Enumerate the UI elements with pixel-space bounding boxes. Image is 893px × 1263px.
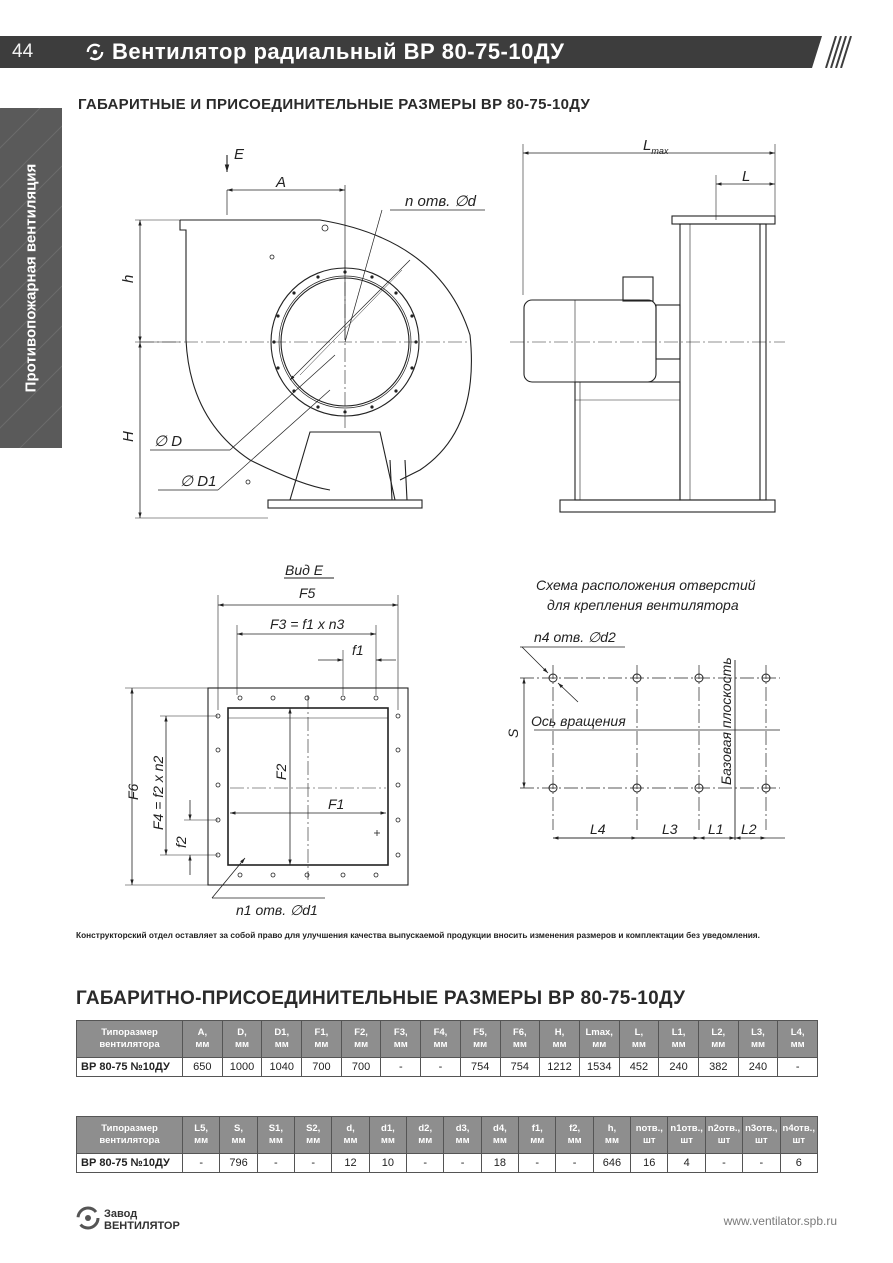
header-cell: [778, 1021, 818, 1058]
header-name: H,: [554, 1027, 565, 1039]
label-scheme-line1: Схема расположения отверстий: [536, 577, 756, 593]
value-cell: 700: [341, 1058, 381, 1077]
header-name: S1,: [268, 1123, 283, 1135]
fan-logo-icon: [86, 43, 104, 61]
header-cell: [780, 1117, 818, 1154]
header-name: h,: [607, 1123, 617, 1135]
header-unit: мм: [274, 1039, 289, 1050]
value-cell: 12: [332, 1154, 369, 1173]
header-unit: мм: [354, 1039, 369, 1050]
value-cell: 1212: [540, 1058, 580, 1077]
header-name: nотв.,: [635, 1123, 663, 1135]
header-name: F6,: [512, 1027, 527, 1039]
header-unit: мм: [195, 1039, 210, 1050]
header-cell: [341, 1021, 381, 1058]
value-cell: 1000: [222, 1058, 262, 1077]
header-cell: [738, 1021, 778, 1058]
label-D: ∅ D: [154, 433, 183, 450]
label-L4: L4: [590, 821, 606, 837]
company-url: www.ventilator.spb.ru: [723, 1214, 837, 1228]
header-unit: мм: [455, 1135, 470, 1146]
header-name: L2,: [711, 1027, 726, 1039]
header-cell-model: [77, 1021, 183, 1058]
header-cell: [668, 1117, 705, 1154]
header-unit: мм: [473, 1039, 488, 1050]
header-name: F1,: [314, 1027, 329, 1039]
header-cell: [481, 1117, 518, 1154]
page-title: Вентилятор радиальный ВР 80-75-10ДУ: [112, 39, 565, 64]
header-name: D1,: [274, 1027, 290, 1039]
disclaimer: Конструкторский отдел оставляет за собой право для улучшения качества выпускаемой продукции вносить изменения размеров и комплектации без уведомления.: [76, 930, 760, 940]
header-name: d2,: [418, 1123, 433, 1135]
header-cell: [619, 1021, 659, 1058]
header-name: n3отв.,: [745, 1123, 778, 1135]
header-cell: [262, 1021, 302, 1058]
value-cell: 796: [220, 1154, 257, 1173]
value-cell: 1534: [579, 1058, 619, 1077]
label-F2: F2: [273, 763, 289, 780]
header-unit: мм: [492, 1135, 507, 1146]
header-cell: [593, 1117, 630, 1154]
header-name: D,: [237, 1027, 247, 1039]
label-axis: Ось вращения: [531, 713, 626, 729]
header-unit: мм: [530, 1135, 545, 1146]
label-n-holes: n отв. ∅d: [405, 193, 476, 210]
header-name: n4отв.,: [782, 1123, 815, 1135]
header-cell-model: [77, 1117, 183, 1154]
header-unit: мм: [194, 1135, 209, 1146]
header-unit: мм: [671, 1039, 686, 1050]
company-logo-icon: [76, 1206, 100, 1230]
label-scheme-line2: для крепления вентилятора: [547, 597, 739, 613]
header-unit: вентилятора: [99, 1039, 160, 1050]
section-title-table: ГАБАРИТНО-ПРИСОЕДИНИТЕЛЬНЫЕ РАЗМЕРЫ ВР 80-75-10ДУ: [76, 988, 686, 1009]
header-cell: [222, 1021, 262, 1058]
header-unit: мм: [343, 1135, 358, 1146]
header-unit: мм: [380, 1135, 395, 1146]
header-unit: мм: [592, 1039, 607, 1050]
header-unit: мм: [306, 1135, 321, 1146]
header-name: d3,: [455, 1123, 470, 1135]
page-number: 44: [12, 41, 34, 62]
label-Lmax: $L_{max}$: [643, 137, 669, 156]
header-unit: шт: [717, 1135, 731, 1146]
header-unit: мм: [512, 1039, 527, 1050]
value-cell: -: [705, 1154, 742, 1173]
value-cell: -: [743, 1154, 780, 1173]
side-view: [510, 144, 785, 512]
value-cell: 4: [668, 1154, 705, 1173]
header-unit: мм: [790, 1039, 805, 1050]
label-F5: F5: [299, 585, 316, 601]
header-name: A,: [197, 1027, 208, 1039]
label-S: S: [505, 728, 521, 738]
header-name: Типоразмер: [101, 1027, 158, 1039]
header-cell: [444, 1117, 481, 1154]
label-D1: ∅ D1: [180, 473, 217, 490]
section-title-dimensions: ГАБАРИТНЫЕ И ПРИСОЕДИНИТЕЛЬНЫЕ РАЗМЕРЫ ВР 80-75-10ДУ: [78, 96, 591, 113]
header-cell: [183, 1021, 223, 1058]
value-cell: 1040: [262, 1058, 302, 1077]
header-cell: [500, 1021, 540, 1058]
header-name: n2отв.,: [707, 1123, 741, 1135]
header-cell: [257, 1117, 294, 1154]
header-hatch-decoration: [812, 36, 852, 68]
header-name: F3,: [393, 1027, 408, 1039]
value-cell: 382: [698, 1058, 738, 1077]
label-F3: F3 = f1 x n3: [270, 616, 345, 632]
value-cell: -: [444, 1154, 481, 1173]
company-name-line1: Завод: [104, 1208, 138, 1220]
header-unit: мм: [393, 1039, 408, 1050]
header-cell: [183, 1117, 220, 1154]
header-unit: мм: [750, 1039, 765, 1050]
header-cell: [556, 1117, 593, 1154]
value-cell: 646: [593, 1154, 630, 1173]
value-cell: 16: [631, 1154, 668, 1173]
table-row: [77, 1058, 818, 1077]
label-n1-holes: n1 отв. ∅d1: [236, 902, 318, 918]
header-unit: мм: [604, 1135, 619, 1146]
header-cell: [698, 1021, 738, 1058]
header-name: F2,: [354, 1027, 368, 1039]
table-header-row: [77, 1021, 818, 1058]
header-cell: [381, 1021, 421, 1058]
header-name: L3,: [751, 1027, 765, 1039]
header-cell: [460, 1021, 500, 1058]
header-cell: [659, 1021, 699, 1058]
model-cell: ВР 80-75 №10ДУ: [77, 1154, 183, 1173]
header-cell: [295, 1117, 332, 1154]
label-F6: F6: [125, 783, 141, 800]
header-unit: шт: [643, 1135, 656, 1146]
value-cell: 754: [460, 1058, 500, 1077]
header-unit: мм: [418, 1135, 433, 1146]
header-unit: мм: [433, 1039, 448, 1050]
label-n4-holes: n4 отв. ∅d2: [534, 629, 616, 645]
header-cell: [332, 1117, 369, 1154]
header-unit: мм: [268, 1135, 283, 1146]
header-unit: мм: [631, 1039, 646, 1050]
header-unit: мм: [314, 1039, 329, 1050]
header-unit: мм: [711, 1039, 726, 1050]
value-cell: 650: [183, 1058, 223, 1077]
technical-drawing: [0, 120, 893, 930]
header-cell: [220, 1117, 257, 1154]
header-cell: [743, 1117, 780, 1154]
label-view-e: Вид E: [285, 562, 324, 578]
value-cell: -: [556, 1154, 593, 1173]
value-cell: -: [183, 1154, 220, 1173]
mounting-scheme: [520, 647, 785, 840]
flange-view: [125, 578, 408, 898]
header-cell: [579, 1021, 619, 1058]
header-unit: мм: [235, 1039, 250, 1050]
value-cell: 452: [619, 1058, 659, 1077]
value-cell: -: [295, 1154, 332, 1173]
label-base-plane: Базовая плоскость: [718, 657, 734, 785]
header-cell: [519, 1117, 556, 1154]
value-cell: 754: [500, 1058, 540, 1077]
label-f1: f1: [352, 642, 364, 658]
header-name: S,: [234, 1123, 243, 1135]
header-name: L1,: [671, 1027, 686, 1039]
header-name: L,: [634, 1027, 644, 1039]
header-name: F5,: [473, 1027, 488, 1039]
header-cell: [421, 1021, 461, 1058]
value-cell: -: [519, 1154, 556, 1173]
header-name: d,: [346, 1123, 355, 1135]
value-cell: -: [257, 1154, 294, 1173]
header-name: L4,: [790, 1027, 805, 1039]
value-cell: 10: [369, 1154, 406, 1173]
header-name: L5,: [194, 1123, 209, 1135]
label-h: h: [120, 274, 137, 283]
table-row: [77, 1154, 818, 1173]
value-cell: -: [421, 1058, 461, 1077]
label-A: A: [276, 174, 287, 191]
model-cell: ВР 80-75 №10ДУ: [77, 1058, 183, 1077]
label-F4: F4 = f2 x n2: [150, 755, 166, 830]
header-name: d1,: [381, 1123, 395, 1135]
table-header-row: [77, 1117, 818, 1154]
value-cell: -: [778, 1058, 818, 1077]
header-name: n1отв.,: [670, 1123, 703, 1135]
header-unit: мм: [552, 1039, 567, 1050]
header-name: d4,: [493, 1123, 507, 1135]
value-cell: 18: [481, 1154, 518, 1173]
header-cell: [407, 1117, 444, 1154]
header-cell: [540, 1021, 580, 1058]
label-L2: L2: [741, 821, 757, 837]
header-name: f1,: [531, 1123, 543, 1135]
header-unit: мм: [231, 1135, 246, 1146]
value-cell: 700: [302, 1058, 342, 1077]
header-name: S2,: [306, 1123, 321, 1135]
header-cell: [302, 1021, 342, 1058]
header-cell: [369, 1117, 406, 1154]
side-tab-label: Противопожарная вентиляция: [22, 163, 40, 393]
label-L3: L3: [662, 821, 678, 837]
value-cell: -: [381, 1058, 421, 1077]
label-L1: L1: [708, 821, 724, 837]
header-cell: [631, 1117, 668, 1154]
company-name-line2: ВЕНТИЛЯТОР: [104, 1220, 180, 1232]
label-F1: F1: [328, 796, 345, 812]
dimensions-table-1: [76, 1020, 818, 1077]
header-unit: шт: [680, 1135, 693, 1146]
label-L: L: [742, 168, 751, 185]
header-name: f2,: [569, 1123, 581, 1135]
value-cell: 240: [738, 1058, 778, 1077]
value-cell: -: [407, 1154, 444, 1173]
label-E: E: [234, 146, 245, 163]
header-unit: мм: [567, 1135, 582, 1146]
value-cell: 240: [659, 1058, 699, 1077]
label-H: H: [120, 431, 137, 442]
header-name: F4,: [433, 1027, 448, 1039]
dimensions-table-2: [76, 1116, 818, 1173]
header-unit: вентилятора: [99, 1135, 160, 1146]
header-cell: [705, 1117, 742, 1154]
header-name: Lmax,: [585, 1027, 613, 1039]
header-unit: шт: [792, 1135, 806, 1146]
header-name: Типоразмер: [101, 1123, 158, 1135]
value-cell: 6: [780, 1154, 818, 1173]
header-unit: шт: [755, 1135, 768, 1146]
company-name: [104, 1208, 180, 1232]
label-f2: f2: [173, 836, 189, 848]
